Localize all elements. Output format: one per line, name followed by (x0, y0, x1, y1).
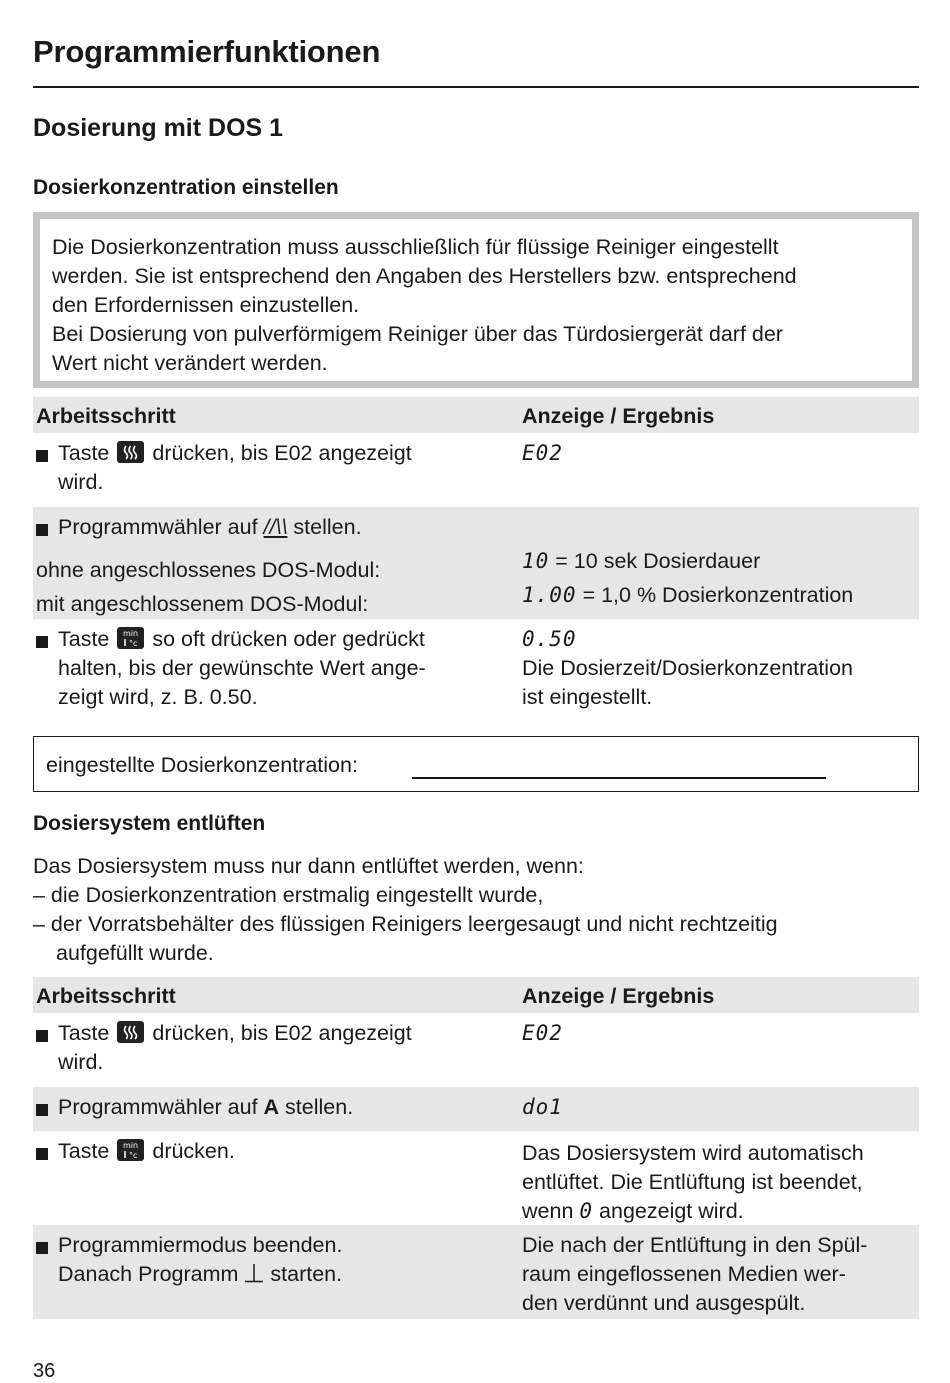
svg-text:°c: °c (129, 639, 138, 648)
table-row (33, 433, 919, 507)
program-a-symbol: A (263, 1095, 280, 1119)
display-value: E02 (522, 1021, 563, 1045)
table-row (33, 507, 919, 619)
table-header (33, 977, 919, 1013)
heat-key-icon (117, 441, 144, 463)
wave-program-symbol: //\\ (263, 515, 288, 539)
notice-line: Bei Dosierung von pulverförmigem Reiniger über das Türdosiergerät darf der (52, 322, 783, 346)
concentration-record-box (33, 736, 919, 792)
display-value: 0.50 (522, 627, 577, 651)
result-text: 10 = 10 sek Dosierdauer (522, 549, 761, 573)
table-row (33, 1225, 919, 1319)
display-value: E02 (522, 441, 563, 465)
result-text: Das Dosiersystem wird automatisch entlüftet. Die Entlüftung ist beendet, wenn 0 angezeigt wird. (522, 1141, 864, 1223)
table-row (33, 1131, 919, 1225)
svg-text:°c: °c (129, 1151, 138, 1160)
result-text: 1.00 = 1,0 % Dosierkonzentration (522, 583, 854, 607)
result-text: 0.50 Die Dosierzeit/Dosierkonzentration ist eingestellt. (522, 627, 854, 709)
display-value: 1.00 (522, 583, 577, 607)
step-text: Programmwähler auf A stellen. (58, 1095, 354, 1119)
page-number: 36 (33, 1360, 56, 1382)
fill-in-line (412, 777, 826, 779)
display-value: 10 (522, 549, 550, 573)
notice-line: Wert nicht verändert werden. (52, 351, 328, 375)
condition-text: ohne angeschlossenes DOS-Modul: (36, 558, 381, 582)
min-key-icon (117, 627, 144, 649)
svg-text:min: min (123, 629, 139, 638)
bullet-icon (36, 1104, 48, 1116)
table-row (33, 619, 919, 723)
section-title: Dosierung mit DOS 1 (33, 114, 284, 142)
notice-line: Die Dosierkonzentration muss ausschließlich für flüssige Reiniger eingestellt (52, 235, 779, 259)
condition-text: mit angeschlossenem DOS-Modul: (36, 592, 369, 616)
bullet-icon (36, 1148, 48, 1160)
step-text: Taste drücken, bis E02 angezeigt wird. (58, 441, 412, 494)
column-header-step: Arbeitsschritt (36, 404, 176, 428)
column-header-result: Anzeige / Ergebnis (522, 404, 715, 428)
table-row (33, 1087, 919, 1131)
notice-line: den Erfordernissen einzustellen. (52, 293, 360, 317)
bullet-icon (36, 524, 48, 536)
bullet-icon (36, 450, 48, 462)
intro-paragraph: Das Dosiersystem muss nur dann entlüftet werden, wenn: – die Dosierkonzentration erstmalig eingestellt wurde, – der Vorratsbehälter des flüssigen Reinigers leergesaugt und nicht rechtzeitig aufgefüllt wurde. (33, 854, 778, 965)
short-program-symbol (244, 1262, 264, 1282)
result-text: Die nach der Entlüftung in den Spül- raum eingeflossenen Medien wer- den verdünnt und ausgespült. (522, 1233, 868, 1315)
column-header-result: Anzeige / Ergebnis (522, 984, 715, 1008)
record-label: eingestellte Dosierkonzentration: (46, 753, 358, 777)
notice-line: werden. Sie ist entsprechend den Angaben des Herstellers bzw. entsprechend (52, 264, 797, 288)
page-title: Programmierfunktionen (33, 34, 381, 69)
title-rule (33, 86, 919, 88)
bullet-icon (36, 636, 48, 648)
subsection-title-concentration: Dosierkonzentration einstellen (33, 176, 339, 199)
subsection-title-vent: Dosiersystem entlüften (33, 812, 266, 835)
table-row (33, 1013, 919, 1087)
step-text: Taste drücken, bis E02 angezeigt wird. (58, 1021, 412, 1074)
step-text: Programmwähler auf //\\ stellen. (58, 515, 362, 539)
column-header-step: Arbeitsschritt (36, 984, 176, 1008)
display-value: 0 (579, 1199, 594, 1223)
min-key-icon (117, 1139, 144, 1161)
table-header (33, 397, 919, 433)
step-text: Taste min °c so oft drücken oder gedrückt halten, bis der gewünschte Wert ange- zeigt wird, z. B. 0.50. (58, 627, 426, 709)
svg-text:min: min (123, 1141, 139, 1150)
notice-box (33, 212, 919, 388)
step-text: Programmiermodus beenden. Danach Programm starten. (58, 1233, 343, 1286)
bullet-icon (36, 1030, 48, 1042)
step-text: Taste min °c drücken. (58, 1139, 235, 1163)
bullet-icon (36, 1242, 48, 1254)
display-value: do1 (522, 1095, 563, 1119)
heat-key-icon (117, 1021, 144, 1043)
